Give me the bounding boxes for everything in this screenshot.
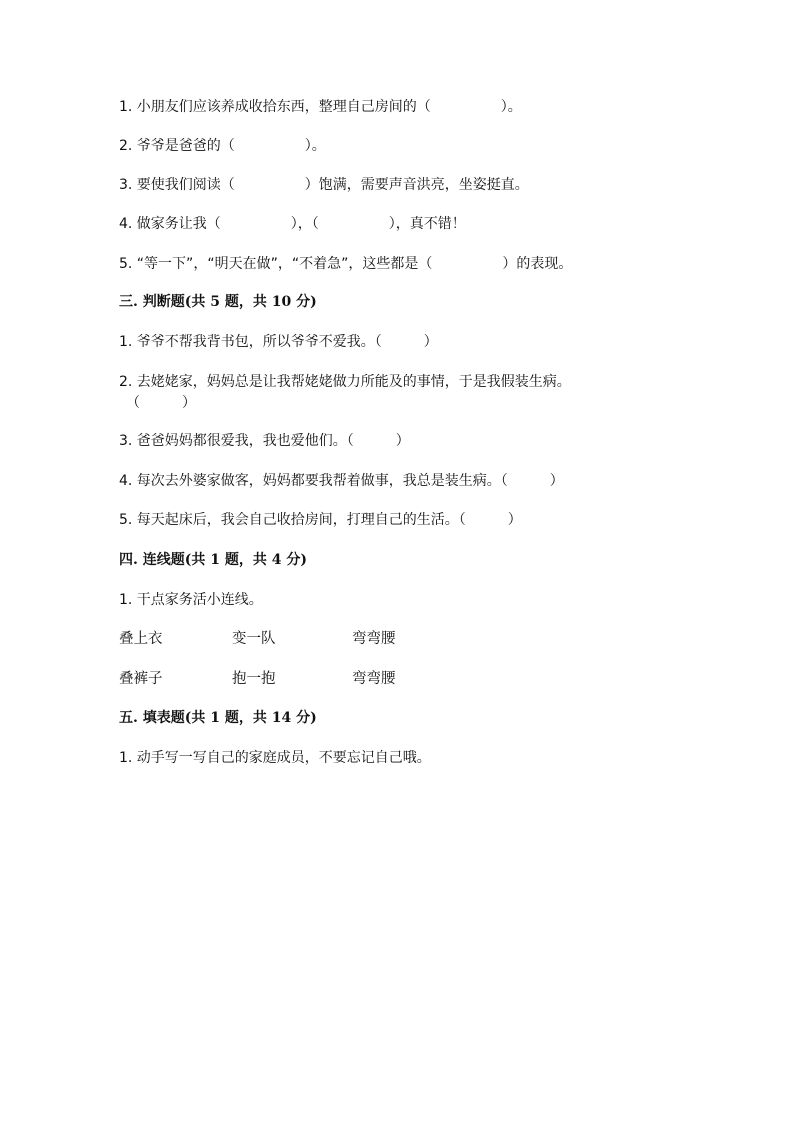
section-5-heading: 五. 填表题(共 1 题，共 14 分) [119,710,317,726]
match-row-1-col-1: 叠上衣 [119,631,163,647]
table-question-1: 1. 动手写一写自己的家庭成员，不要忘记自己哦。 [119,750,431,766]
match-question-1: 1. 干点家务活小连线。 [119,592,263,608]
judge-question-3: 3. 爸爸妈妈都很爱我，我也爱他们。（ ） [119,433,410,449]
match-row-1-col-2: 变一队 [232,631,276,647]
judge-question-5: 5. 每天起床后，我会自己收拾房间，打理自己的生活。（ ） [119,512,522,528]
fill-question-1: 1. 小朋友们应该养成收拾东西，整理自己房间的（ ）。 [119,99,522,115]
match-row-2-col-2: 抱一抱 [232,671,276,687]
section-3-heading: 三. 判断题(共 5 题，共 10 分) [119,294,317,310]
fill-question-3: 3. 要使我们阅读（ ）饱满，需要声音洪亮，坐姿挺直。 [119,177,529,193]
judge-question-4: 4. 每次去外婆家做客，妈妈都要我帮着做事，我总是装生病。（ ） [119,473,564,489]
match-row-2-col-1: 叠裤子 [119,671,163,687]
judge-question-2-line-1: 2. 去姥姥家，妈妈总是让我帮姥姥做力所能及的事情，于是我假装生病。 [119,374,571,390]
match-row-2-col-3: 弯弯腰 [352,671,396,687]
fill-question-4: 4. 做家务让我（ ），（ ），真不错！ [119,216,466,232]
fill-question-2: 2. 爷爷是爸爸的（ ）。 [119,138,326,154]
fill-question-5: 5. “等一下”，“明天在做”，“不着急”，这些都是（ ）的表现。 [119,256,573,272]
judge-question-1: 1. 爷爷不帮我背书包，所以爷爷不爱我。（ ） [119,334,438,350]
match-row-1-col-3: 弯弯腰 [352,631,396,647]
judge-question-2-line-2: （ ） [126,395,196,411]
section-4-heading: 四. 连线题(共 1 题，共 4 分) [119,552,307,568]
